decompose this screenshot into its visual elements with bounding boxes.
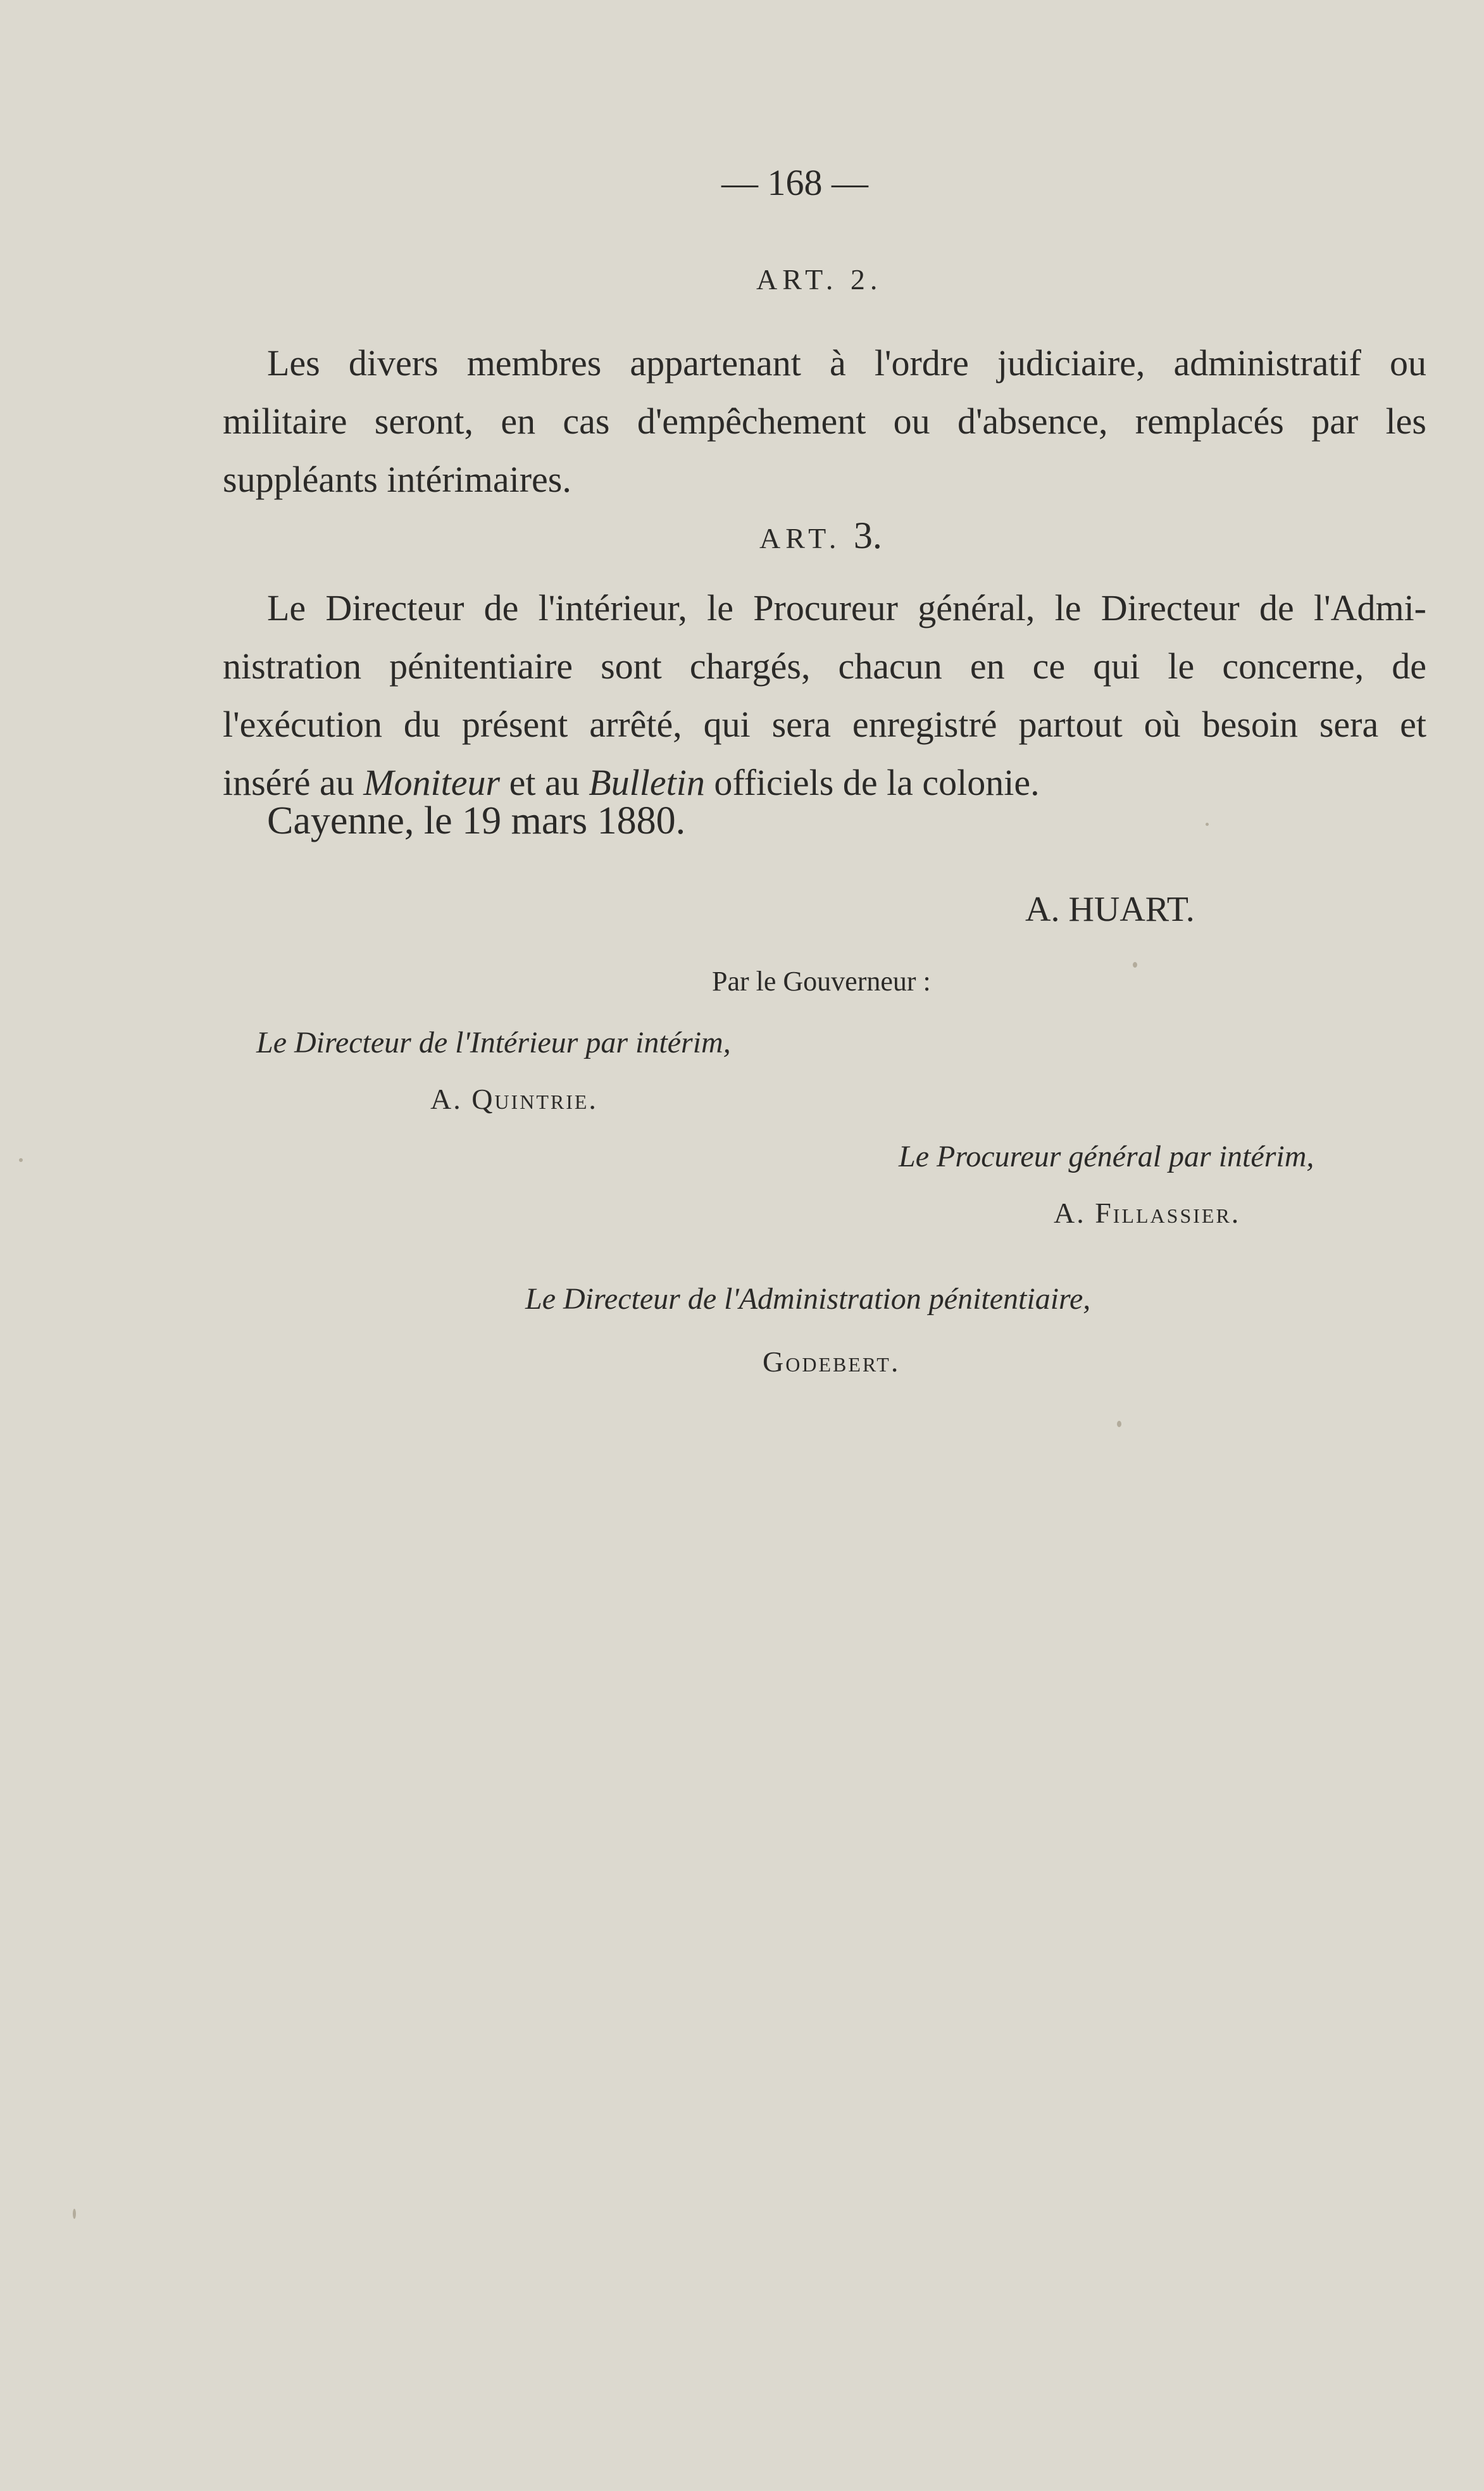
article-3-line-3: l'exécution du présent arrêté, qui sera enregistré partout où besoin sera et [223, 704, 1426, 745]
page-number: — 168 — [721, 162, 868, 203]
article-2-line-1: Les divers membres appartenant à l'ordre judiciaire, administratif ou [267, 342, 1426, 384]
article-2-heading: ART. 2. [756, 263, 883, 296]
directeur-administration-title: Le Directeur de l'Administration pénitentiaire, [525, 1282, 1091, 1316]
par-le-gouverneur: Par le Gouverneur : [712, 966, 931, 997]
paper-speck [73, 2209, 76, 2219]
directeur-interieur-name: A. Quintrie. [430, 1083, 598, 1115]
date-line: Cayenne, le 19 mars 1880. [267, 799, 686, 842]
directeur-administration-name: Godebert. [763, 1345, 901, 1378]
paper-speck [1117, 1421, 1121, 1427]
line-4-part-3: officiels de la colonie. [704, 762, 1040, 803]
line-4-part-1: inséré au [223, 762, 364, 803]
article-3-heading-prefix: ART. [759, 522, 842, 554]
article-3-line-2: nistration pénitentiaire sont chargés, chacun en ce qui le concerne, de [223, 646, 1426, 687]
paper-speck [1133, 962, 1137, 968]
procureur-title: Le Procureur général par intérim, [899, 1140, 1314, 1173]
article-3-heading [759, 514, 882, 558]
line-4-part-2: et au [500, 762, 589, 803]
governor-signature: A. HUART. [1025, 890, 1195, 929]
moniteur-title: Moniteur [363, 762, 501, 803]
article-2-line-3: suppléants intérimaires. [223, 459, 571, 500]
paper-speck [19, 1158, 23, 1162]
bulletin-title: Bulletin [589, 762, 705, 803]
article-2-text [223, 334, 1426, 509]
article-2-line-2: militaire seront, en cas d'empêchement ou d'absence, remplacés par les [223, 401, 1426, 442]
paper-speck [1206, 823, 1209, 826]
article-3-text [223, 579, 1426, 812]
article-3-heading-number: 3. [853, 515, 882, 556]
article-3-line-1: Le Directeur de l'intérieur, le Procureur général, le Directeur de l'Admi- [267, 587, 1426, 628]
directeur-interieur-title: Le Directeur de l'Intérieur par intérim, [256, 1026, 731, 1059]
procureur-name: A. Fillassier. [1054, 1197, 1241, 1229]
